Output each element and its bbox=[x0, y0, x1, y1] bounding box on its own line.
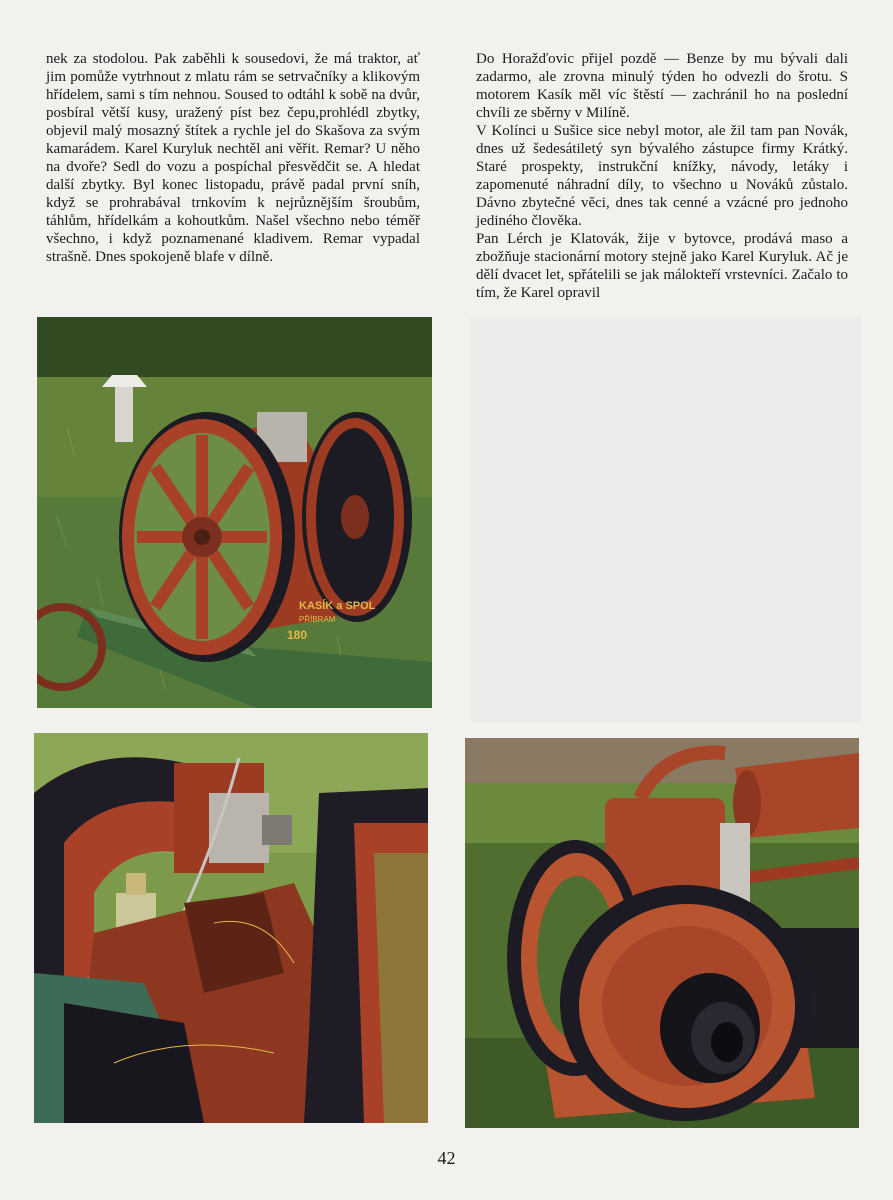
engine-side-illustration bbox=[465, 738, 859, 1128]
paragraph: Do Horažďovic přijel pozdě — Benze by mu bývali dali zadarmo, ale zrovna minulý týden ho odvezli do šrotu. S motorem Kasík měl víc štěstí — zachránil ho na poslední chvíli ze sběrny v Milíně. bbox=[476, 51, 848, 121]
paragraph: V Kolínci u Sušice sice nebyl motor, ale žil tam pan Novák, dnes už šedesátiletý syn bývalého zástupce firmy Krátký. Staré prospekty, instrukční knížky, návody, letáky i zapomenuté náhradní díly, to všechno u Nováků zůstalo. Dávno zbytečné věci, dnes tak cenné a vzácné pro jednoho jediného člověka. bbox=[476, 123, 848, 229]
engine-plate-text: KASÍK a SPOL bbox=[299, 600, 376, 612]
engine-front-illustration bbox=[37, 317, 432, 708]
text-column-right bbox=[476, 50, 848, 302]
photo-engine-closeup bbox=[34, 733, 428, 1123]
engine-plate-text: PŘÍBRAM bbox=[299, 615, 336, 624]
paragraph: Pan Lérch je Klatovák, žije v bytovce, prodává maso a zbožňuje stacionární motory stejně jako Karel Kuryluk. Ač je dělí dvacet let, spřátelili se jak málokteří vrstevníci. Začalo to tím, že Karel opravil bbox=[476, 231, 848, 301]
engine-plate-text: 180 bbox=[287, 628, 308, 642]
photo-engine-front bbox=[37, 317, 432, 708]
blank-image-area bbox=[471, 317, 861, 722]
text-column-left bbox=[46, 50, 420, 266]
photo-engine-side bbox=[465, 738, 859, 1128]
paragraph: nek za stodolou. Pak zaběhli k sousedovi, že má traktor, ať jim pomůže vytrhnout z mlatu rám se setrvačníky a klikovým hřídelem, sami s tím nehnou. Soused to odtáhl k sobě na dvůr, posbíral větší kusy, uražený píst bez čepu,prohlédl zbytky, objevil malý mosazný štítek a rychle jel do Skašova za svým kamarádem. Karel Kuryluk nechtěl ani věřit. Remar? U něho na dvoře? Sedl do vozu a pospíchal přesvědčit se. A hledat další zbytky. Byl konec listopadu, právě padal první sníh, když se prohrabával trnkovím k nejrůznějším šroubům, táhlům, hřídelkám a kohoutkům. Našel všechno nebo téměř všechno, i když poznamenané kladivem. Remar vypadal strašně. Dnes spokojeně blafe v dílně. bbox=[46, 51, 420, 265]
engine-closeup-illustration bbox=[34, 733, 428, 1123]
page-number: 42 bbox=[437, 1148, 456, 1168]
